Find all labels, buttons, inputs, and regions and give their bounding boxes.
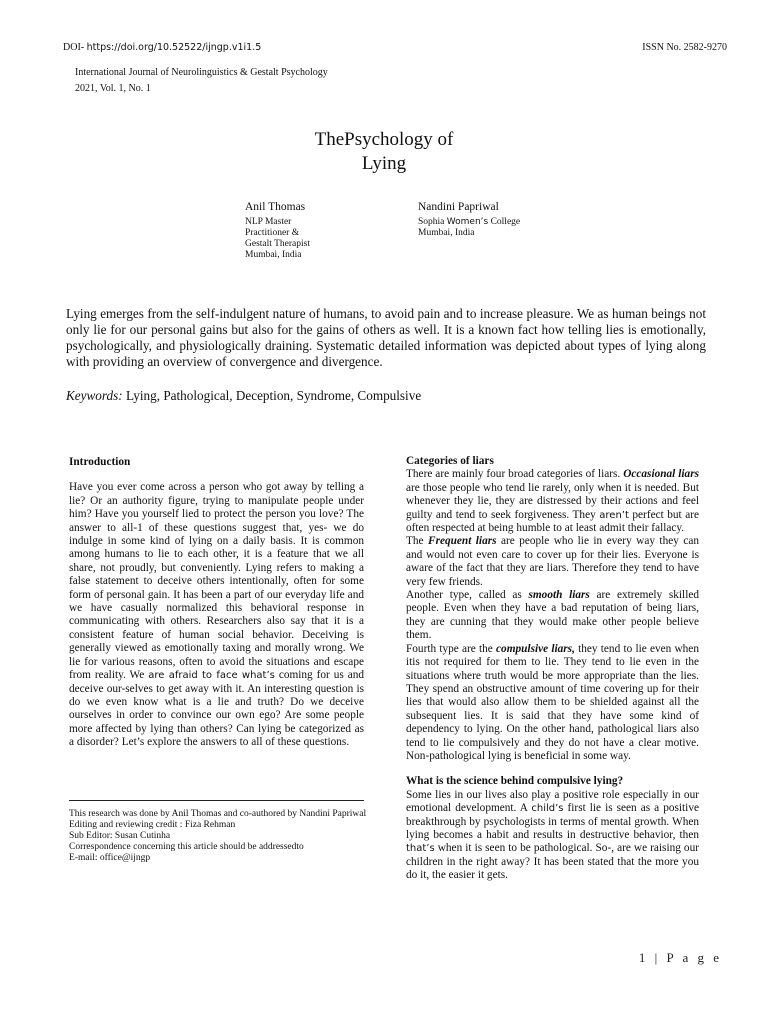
text-run: are extremely skilled people. Even when they have a bad reputation of being liars, they are cunning that they would make other people believe them. (406, 589, 699, 642)
aff-text: Sophia (418, 217, 445, 227)
page-number: 1 | P a g e (638, 950, 722, 965)
footnote-divider (69, 800, 364, 801)
text-run: aren’t (599, 509, 629, 521)
aff-line: Gestalt Therapist (245, 239, 310, 249)
footnote: E-mail: office@ijngp (69, 853, 151, 863)
text-run: child’s (531, 803, 564, 815)
doi-line (63, 42, 261, 53)
term: compulsive liars, (496, 642, 575, 655)
aff-line (418, 217, 520, 228)
author-2 (418, 201, 520, 239)
text-run: There are mainly four broad categories of liars. (406, 468, 621, 481)
text-run: when it is seen to be pathological. So-, are we raising our children in the right away? It has been stated that the more you do it, the easier it gets. (406, 842, 699, 882)
keywords-text: Lying, Pathological, Deception, Syndrome, Compulsive (125, 388, 422, 403)
footnote: Sub Editor: Susan Cutinha (69, 831, 171, 841)
footnote: This research was done by Anil Thomas and co-authored by Nandini Papriwal (69, 809, 367, 819)
footnote: Correspondence concerning this article should be addressedto (69, 842, 304, 852)
text-run: perfect but are often respected at being humble to at least admit their fallacy. (406, 508, 699, 535)
author-affiliation (418, 217, 520, 239)
section-heading: What is the science behind compulsive lying? (406, 775, 624, 788)
text-run: Have you ever come across a person who got away by telling a lie? Or an authority figure, trying to manipulate people under him? Have you yourself lied to protect the person you love? The answer to all-1 of these questions suggest that, yes- we do indulge in some kind of lying on a daily basis. It is common among humans to lie to each other, it is a feature that we all share, not proudly, but conveniently. Lying refers to making a false statement to deceive others intentionally, often for some form of personal gain. It has been a part of our everyday life and we have casually normalized this behavioral response in communicating with others. Researchers also say that it is a consistent feature of human social behavior. Deceiving is generally viewed as emotionally taxing and morally wrong. We lie for various reasons, often to avoid the situations and escape from reality. We (69, 481, 364, 682)
keywords (66, 388, 421, 404)
text-run: first lie is seen as a positive breakthrough by psychologists in terms of mental growth. When lying becomes a habit and results in destructive behavior, then (406, 802, 699, 841)
paragraph (406, 643, 699, 764)
paragraph (406, 468, 699, 535)
text-run: that’s (406, 843, 435, 855)
paragraph (406, 589, 699, 643)
text-run: Fourth type are the (406, 642, 493, 655)
doi-link[interactable]: https://doi.org/10.52522/ijngp.v1i1.5 (86, 42, 262, 53)
aff-line: NLP Master (245, 217, 292, 227)
journal-issue: 2021, Vol. 1, No. 1 (75, 83, 151, 94)
term: Occasional liars (623, 468, 699, 481)
doi-label: DOI- (63, 42, 85, 53)
abstract: Lying emerges from the self-indulgent nature of humans, to avoid pain and to increase pleasure. We as human beings not only lie for our personal gains but also for the gains of others as well. It is a known fact how telling lies is emotionally, psychologically, and physiologically draining. Systematic detailed information was depicted about types of lying along with providing an overview of convergence and divergence. (66, 306, 706, 369)
author-affiliation (245, 217, 310, 261)
text-run: they tend to lie even when itis not required for them to lie. They tend to lie even in the situations where truth would be more appropriate than the lies. They spend an obstructive amount of time covering up for their lies that would also allow them to be shielded against all the subsequent lies. It is said that they have some kind of dependency to lying. On the other hand, pathological liars also tend to lie compulsively and they do not have a clear motive. Non-pathological lying is beneficial in some way. (406, 642, 699, 762)
aff-text: Women’s (446, 217, 489, 227)
aff-text: College (490, 217, 521, 227)
text-run: The (406, 535, 424, 548)
aff-line: Practitioner & (245, 228, 300, 238)
term: Frequent liars (428, 535, 497, 548)
author-name: Nandini Papriwal (418, 201, 499, 213)
title-line-2: Lying (361, 153, 407, 174)
text-run: are people who lie in every way they can and would not even care to cover up for their lies. Everyone is aware of the fact that they are liars. Therefore they tend to have very few friends. (406, 535, 699, 588)
text-run: are afraid to face what’s (148, 670, 275, 682)
paper-title (0, 128, 768, 176)
paragraph (69, 481, 364, 749)
title-line-1: ThePsychology of (314, 129, 454, 150)
categories-section (406, 455, 699, 883)
aff-line: Mumbai, India (418, 228, 475, 238)
paragraph (406, 789, 699, 883)
text-run: are those people who tend lie rarely, only when it is needed. But whenever they lie, they are distressed by their actions and feel guilty and tend to seek forgiveness. They (406, 481, 699, 521)
paragraph (406, 535, 699, 589)
footnote: Editing and reviewing credit : Fiza Rehman (69, 820, 236, 830)
keywords-label: Keywords: (66, 388, 123, 403)
text-run: coming for us and deceive our-selves to get away with it. An interesting question is do we even know what is a lie and truth? Do we deceive ourselves in order to convince our own ego? Are some people more affected by lying than others? Can lying be categorized as a disorder? Let’s explore the answers to all of these questions. (69, 669, 365, 749)
journal-name: International Journal of Neurolinguistics & Gestalt Psychology (75, 67, 328, 78)
author-1 (245, 201, 310, 261)
author-name: Anil Thomas (245, 201, 306, 213)
text-run: Some lies in our lives also play a positive role especially in our emotional development. A (406, 788, 699, 815)
introduction-section (69, 456, 364, 750)
footnotes (69, 809, 369, 864)
section-heading: Categories of liars (406, 455, 494, 467)
issn: ISSN No. 2582-9270 (642, 42, 727, 53)
term: smooth liars (528, 589, 590, 602)
text-run: Another type, called as (406, 589, 522, 602)
section-heading: Introduction (69, 456, 131, 468)
aff-line: Mumbai, India (245, 250, 302, 260)
journal-info (75, 65, 328, 97)
